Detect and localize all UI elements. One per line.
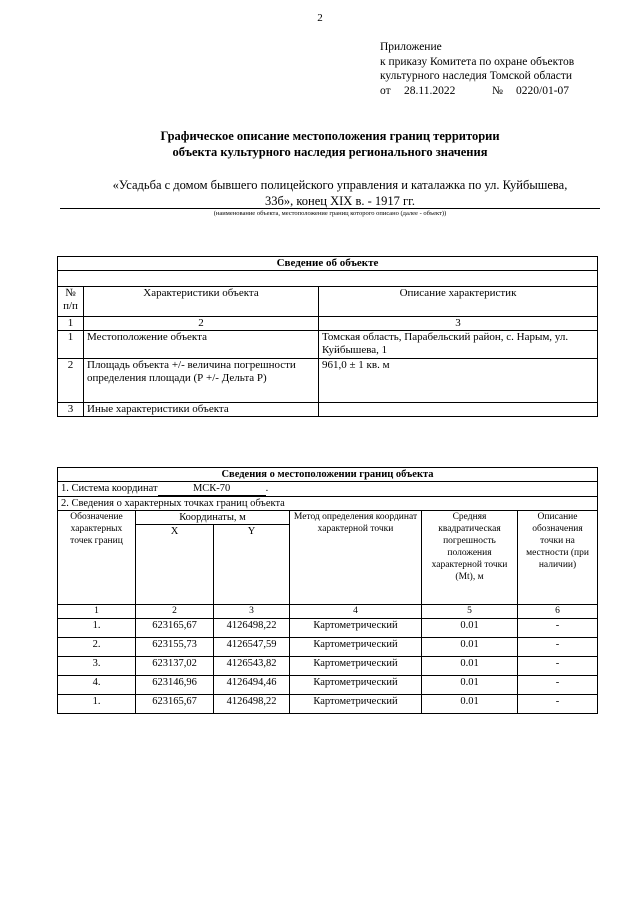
from-label: от <box>380 84 391 97</box>
table1-header-char: Характеристики объекта <box>84 287 319 317</box>
object-name-line2: 33б», конец XIX в. - 1917 гг. <box>265 194 415 208</box>
boundary-points-table <box>57 467 598 714</box>
row-characteristic: Иные характеристики объекта <box>84 403 319 417</box>
table2-colnum: 4 <box>290 605 422 619</box>
point-precision: 0.01 <box>422 638 518 657</box>
point-x: 623146,96 <box>136 676 214 695</box>
header-precision: Средняя квадратическая погрешность положения характерной точки (Mt), м <box>422 511 518 605</box>
table-row <box>58 638 598 657</box>
table-row <box>58 331 598 359</box>
object-name-line1: «Усадьба с домом бывшего полицейского управления и каталажка по ул. Куйбышева, <box>112 178 568 192</box>
coord-system-label: 1. Система координат <box>61 483 158 494</box>
point-y: 4126543,82 <box>214 657 290 676</box>
table2-colnum: 5 <box>422 605 518 619</box>
header-y: Y <box>214 525 290 605</box>
table2-title: Сведения о местоположении границ объекта <box>58 468 598 482</box>
table-row <box>58 657 598 676</box>
object-name <box>40 177 640 209</box>
row-characteristic: Площадь объекта +/- величина погрешности определения площади (Р +/- Дельта Р) <box>84 359 319 403</box>
table-row <box>58 403 598 417</box>
table2-colnum: 6 <box>518 605 598 619</box>
point-description: - <box>518 676 598 695</box>
point-method: Картометрический <box>290 676 422 695</box>
row-number: 2 <box>58 359 84 403</box>
points-label: 2. Сведения о характерных точках границ объекта <box>58 497 598 511</box>
row-number: 3 <box>58 403 84 417</box>
point-id: 1. <box>58 695 136 714</box>
header-method: Метод определения координат характерной точки <box>290 511 422 605</box>
point-precision: 0.01 <box>422 695 518 714</box>
row-description: 961,0 ± 1 кв. м <box>319 359 598 403</box>
table-row <box>58 359 598 403</box>
appendix-line1: Приложение <box>380 41 442 53</box>
document-title <box>0 128 640 160</box>
coord-system-value: МСК-70 <box>158 482 266 496</box>
table1-header-num: № п/п <box>58 287 84 317</box>
point-method: Картометрический <box>290 619 422 638</box>
point-description: - <box>518 619 598 638</box>
order-number: 0220/01-07 <box>516 84 570 97</box>
table1-colnum: 3 <box>319 317 598 331</box>
point-description: - <box>518 695 598 714</box>
point-id: 1. <box>58 619 136 638</box>
header-x: X <box>136 525 214 605</box>
point-y: 4126547,59 <box>214 638 290 657</box>
page-number: 2 <box>317 12 323 24</box>
order-date: 28.11.2022 <box>404 84 456 97</box>
point-id: 4. <box>58 676 136 695</box>
table-row <box>58 695 598 714</box>
table1-header-desc: Описание характеристик <box>319 287 598 317</box>
header-coords: Координаты, м <box>136 511 290 525</box>
appendix-header <box>380 40 574 98</box>
row-characteristic: Местоположение объекта <box>84 331 319 359</box>
row-description <box>319 403 598 417</box>
point-precision: 0.01 <box>422 619 518 638</box>
header-description: Описание обозначения точки на местности (при наличии) <box>518 511 598 605</box>
point-y: 4126498,22 <box>214 695 290 714</box>
point-precision: 0.01 <box>422 676 518 695</box>
object-name-note: (наименование объекта, местоположение границ которого описано (далее - объект)) <box>213 210 447 217</box>
table2-colnum: 1 <box>58 605 136 619</box>
table2-colnum: 3 <box>214 605 290 619</box>
coordinate-system-row: 1. Система координат МСК-70 . <box>58 482 598 497</box>
title-line1: Графическое описание местоположения границ территории <box>160 129 500 143</box>
point-x: 623137,02 <box>136 657 214 676</box>
point-x: 623165,67 <box>136 695 214 714</box>
header-point: Обозначение характерных точек границ <box>58 511 136 605</box>
point-method: Картометрический <box>290 638 422 657</box>
point-method: Картометрический <box>290 695 422 714</box>
point-x: 623165,67 <box>136 619 214 638</box>
point-method: Картометрический <box>290 657 422 676</box>
table-row <box>58 619 598 638</box>
appendix-date-row <box>380 84 574 99</box>
table1-title: Сведение об объекте <box>58 257 598 271</box>
table2-colnum: 2 <box>136 605 214 619</box>
table1-spacer <box>58 271 598 287</box>
number-label: № <box>492 84 503 97</box>
object-info-table <box>57 256 598 417</box>
object-name-underline <box>60 208 600 209</box>
table1-colnum: 2 <box>84 317 319 331</box>
point-precision: 0.01 <box>422 657 518 676</box>
row-number: 1 <box>58 331 84 359</box>
row-description: Томская область, Парабельский район, с. Нарым, ул. Куйбышева, 1 <box>319 331 598 359</box>
appendix-line2: к приказу Комитета по охране объектов <box>380 55 575 68</box>
table-row <box>58 676 598 695</box>
point-x: 623155,73 <box>136 638 214 657</box>
point-y: 4126494,46 <box>214 676 290 695</box>
title-line2: объекта культурного наследия регионального значения <box>172 145 488 159</box>
point-id: 3. <box>58 657 136 676</box>
point-description: - <box>518 657 598 676</box>
point-id: 2. <box>58 638 136 657</box>
point-y: 4126498,22 <box>214 619 290 638</box>
appendix-line3: культурного наследия Томской области <box>380 70 573 82</box>
table1-colnum: 1 <box>58 317 84 331</box>
point-description: - <box>518 638 598 657</box>
